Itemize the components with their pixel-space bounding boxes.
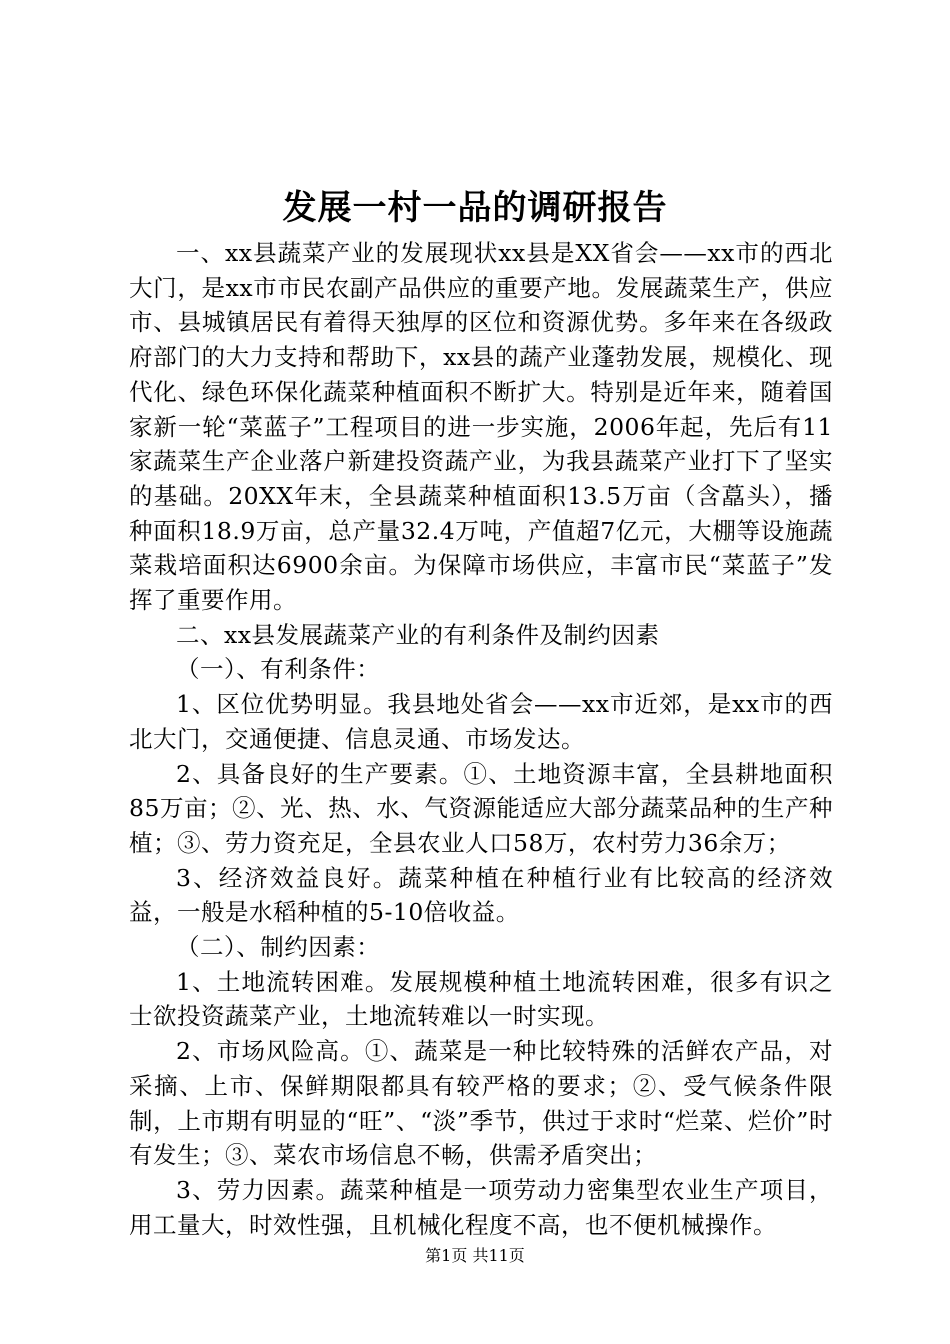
paragraph-advantage-2: 2、具备良好的生产要素。①、土地资源丰富，全县耕地面积85万亩；②、光、热、水、气资源能适应大部分蔬菜品种的生产种植；③、劳力资充足，全县农业人口58万，农村劳力36余万； (129, 759, 833, 857)
section-heading-2: 二、xx县发展蔬菜产业的有利条件及制约因素 (176, 620, 660, 649)
document-body (129, 236, 833, 1242)
paragraph-advantage-1: 1、区位优势明显。我县地处省会——xx市近郊，是xx市的西北大门，交通便捷、信息灵通、市场发达。 (129, 690, 833, 753)
document-title: 发展一村一品的调研报告 (282, 188, 668, 228)
paragraph-constraint-2: 2、市场风险高。①、蔬菜是一种比较特殊的活鲜农产品，对采摘、上市、保鲜期限都具有较严格的要求；②、受气候条件限制，上市期有明显的“旺”、“淡”季节，供过于求时“烂菜、烂价”时有发生；③、菜农市场信息不畅，供需矛盾突出； (129, 1037, 833, 1170)
paragraph-constraint-1: 1、土地流转困难。发展规模种植土地流转困难，很多有识之士欲投资蔬菜产业，土地流转难以一时实现。 (129, 967, 833, 1031)
page-footer: 第1页 共11页 (425, 1246, 525, 1265)
paragraph-constraint-3: 3、劳力因素。蔬菜种植是一项劳动力密集型农业生产项目，用工量大，时效性强，且机械化程度不高，也不便机械操作。 (129, 1175, 833, 1239)
paragraph-1: 一、xx县蔬菜产业的发展现状xx县是XX省会——xx市的西北大门，是xx市市民农副产品供应的重要产地。发展蔬菜生产，供应市、县城镇居民有着得天独厚的区位和资源优势。多年来在各级政府部门的大力支持和帮助下，xx县的蔬产业蓬勃发展，规模化、现代化、绿色环保化蔬菜种植面积不断扩大。特别是近年来，随着国家新一轮“菜蓝子”工程项目的进一步实施，2006年起，先后有11家蔬菜生产企业落户新建投资蔬产业，为我县蔬菜产业打下了坚实的基础。20XX年末，全县蔬菜种植面积13.5万亩（含藠头），播种面积18.9万亩，总产量32.4万吨，产值超7亿元，大棚等设施蔬菜栽培面积达6900余亩。为保障市场供应，丰富市民“菜蓝子”发挥了重要作用。 (129, 239, 833, 615)
subsection-heading-advantages: （一）、有利条件： (176, 655, 381, 684)
subsection-heading-constraints: （二）、制约因素： (176, 933, 381, 962)
paragraph-advantage-3: 3、经济效益良好。蔬菜种植在种植行业有比较高的经济效益，一般是水稻种植的5-10倍收益。 (129, 863, 833, 927)
